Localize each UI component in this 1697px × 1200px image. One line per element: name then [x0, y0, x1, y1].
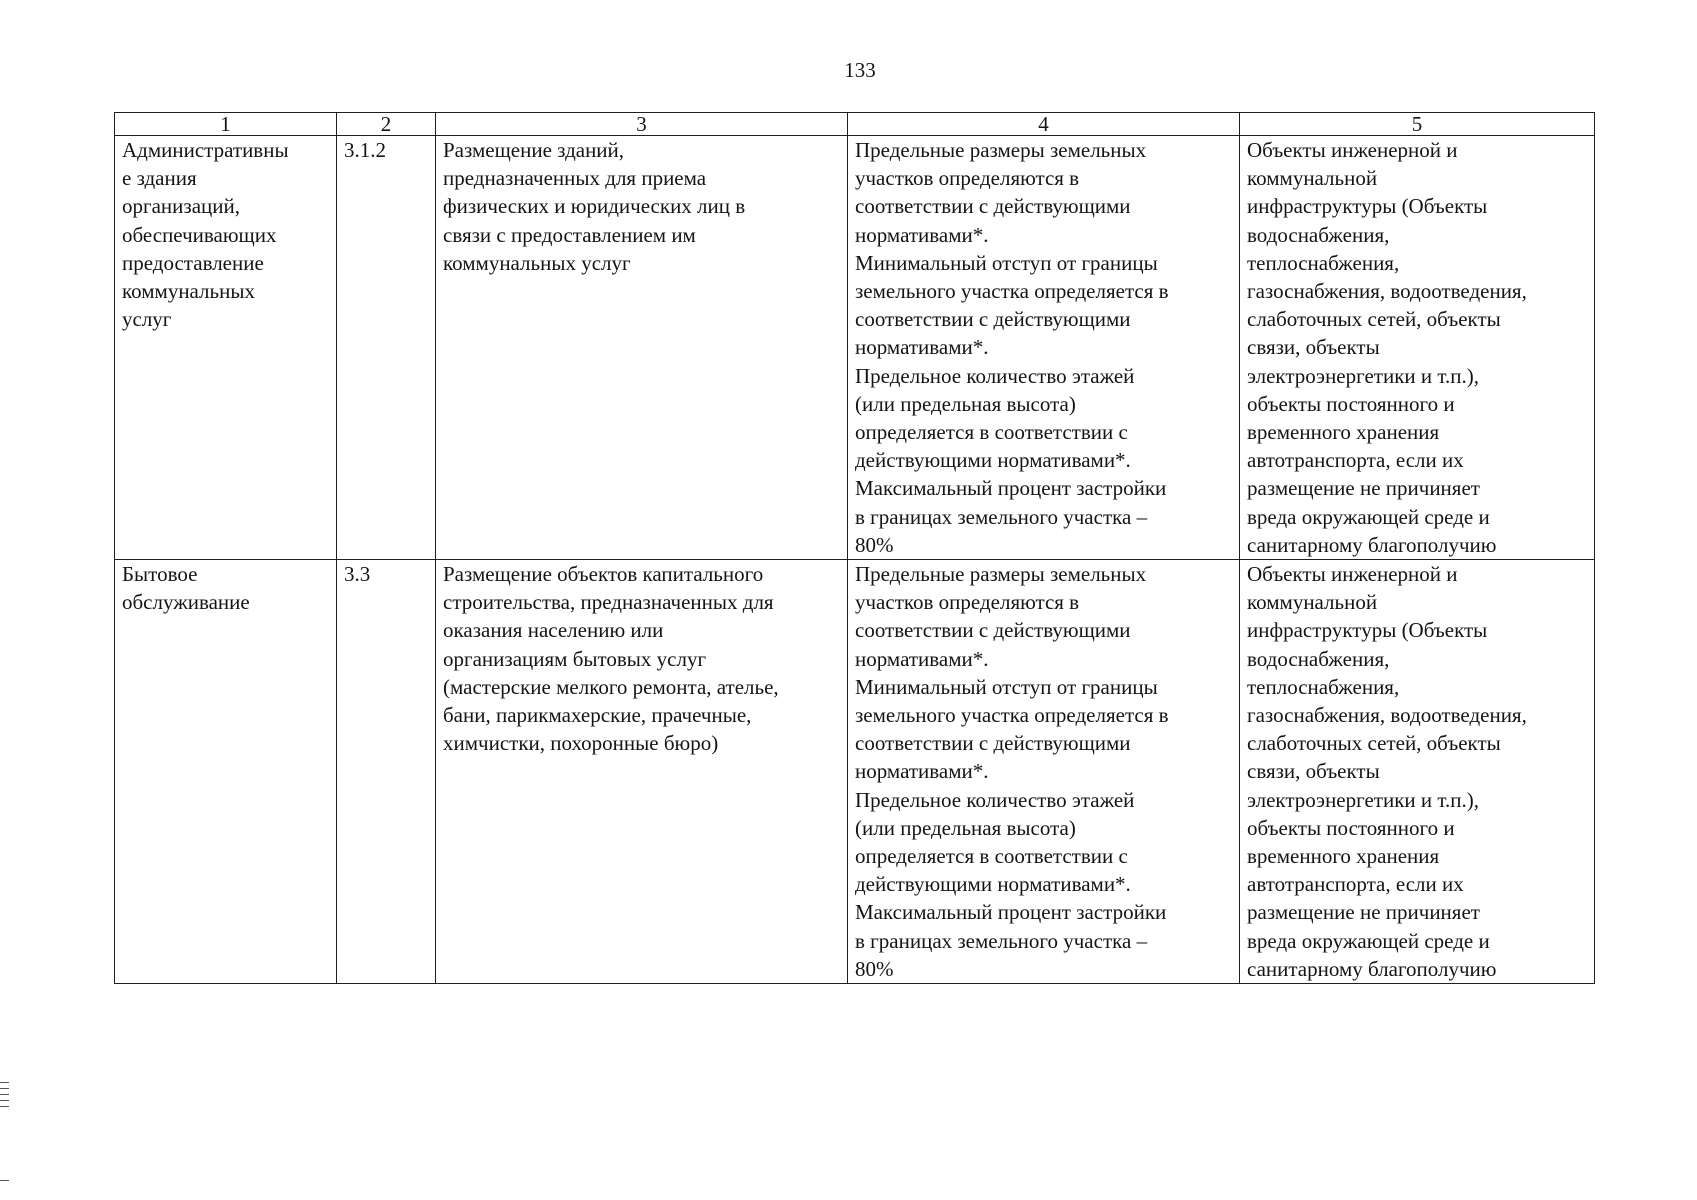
column-number-1: 1: [115, 113, 337, 136]
use-type-description: Размещение зданий, предназначенных для приема физических и юридических лиц в связи с предоставлением им коммунальных услуг: [436, 136, 848, 560]
page-number: 133: [844, 58, 876, 82]
table-header-row: [115, 113, 1595, 136]
use-type-code: 3.1.2: [337, 136, 436, 560]
margin-mark: [0, 1094, 9, 1095]
margin-mark: [0, 1106, 9, 1107]
column-number-2: 2: [337, 113, 436, 136]
use-type-description: Размещение объектов капитального строительства, предназначенных для оказания населению или организациям бытовых услуг (мастерские мелкого ремонта, ателье, бани, парикмахерские, прачечные, химчистки, похоронные бюро): [436, 560, 848, 984]
auxiliary-uses: Объекты инженерной и коммунальной инфраструктуры (Объекты водоснабжения, теплоснабжения, газоснабжения, водоотведения, слаботочных сетей, объекты связи, объекты электроэнергетики и т.п.), объекты постоянного и временного хранения автотранспорта, если их размещение не причиняет вреда окружающей среде и санитарному благополучию: [1240, 560, 1595, 984]
use-type-name: Административны е здания организаций, обеспечивающих предоставление коммунальных услуг: [115, 136, 337, 560]
table-row: [115, 560, 1595, 984]
margin-mark: [0, 1180, 9, 1181]
limit-parameters: Предельные размеры земельных участков определяются в соответствии с действующими нормативами*. Минимальный отступ от границы земельного участка определяется в соответствии с действующими нормативами*. Предельное количество этажей (или предельная высота) определяется в соответствии с действующими нормативами*. Максимальный процент застройки в границах земельного участка – 80%: [848, 560, 1240, 984]
column-number-5: 5: [1240, 113, 1595, 136]
limit-parameters: Предельные размеры земельных участков определяются в соответствии с действующими нормативами*. Минимальный отступ от границы земельного участка определяется в соответствии с действующими нормативами*. Предельное количество этажей (или предельная высота) определяется в соответствии с действующими нормативами*. Максимальный процент застройки в границах земельного участка – 80%: [848, 136, 1240, 560]
margin-mark: [0, 1088, 9, 1089]
table-row: [115, 136, 1595, 560]
column-number-3: 3: [436, 113, 848, 136]
use-type-name: Бытовое обслуживание: [115, 560, 337, 984]
margin-mark: [0, 1082, 9, 1083]
column-number-4: 4: [848, 113, 1240, 136]
land-use-table: [114, 112, 1595, 984]
auxiliary-uses: Объекты инженерной и коммунальной инфраструктуры (Объекты водоснабжения, теплоснабжения, газоснабжения, водоотведения, слаботочных сетей, объекты связи, объекты электроэнергетики и т.п.), объекты постоянного и временного хранения автотранспорта, если их размещение не причиняет вреда окружающей среде и санитарному благополучию: [1240, 136, 1595, 560]
margin-mark: [0, 1100, 9, 1101]
use-type-code: 3.3: [337, 560, 436, 984]
